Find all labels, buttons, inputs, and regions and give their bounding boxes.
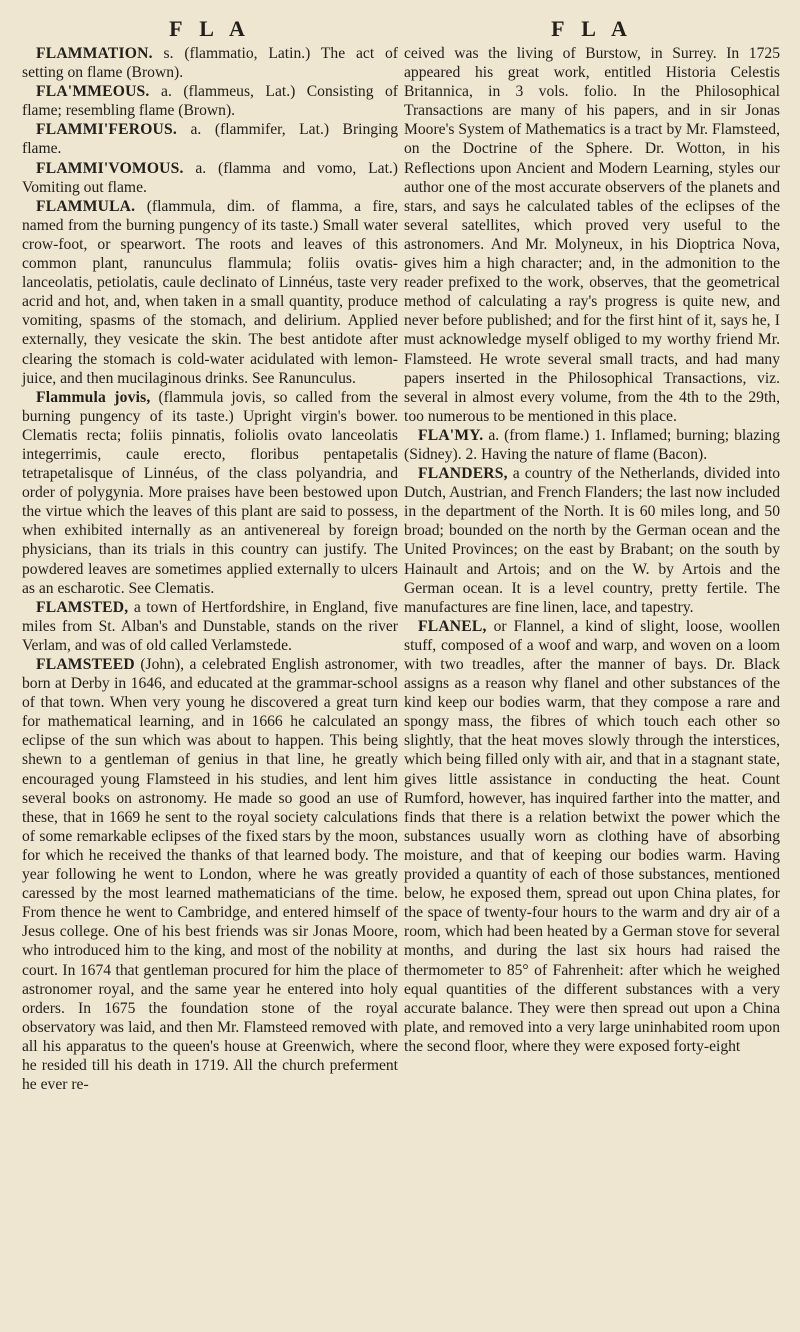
entry [22, 655, 398, 1094]
headword: FLAMMI'VOMOUS. [36, 159, 184, 177]
definition: a. (flamma and vomo, Lat.) Vomiting out flame. [22, 159, 398, 196]
headword: FLA'MY. [418, 426, 484, 444]
definition: (flammula, dim. of flamma, a fire, named from the burning pungency of its taste.) Small water crow-foot, or spearwort. The roots and leaves of this common plant, ranunculus flammula; foliis ovatis-lanceolatis, petiolatis, caule declinato of Linnéus, taste very acrid and hot, and, when taken in a small quantity, produce vomiting, spasms of the stomach, and delirium. Applied externally, they vesicate the skin. The best antidote after clearing the stomach is cold-water acidulated with lemon-juice, and then mucilaginous drinks. See Ranunculus. [22, 197, 398, 387]
right-column [404, 0, 780, 1056]
entry [22, 388, 398, 598]
running-head-left: F L A [169, 16, 251, 41]
headword: FLAMMI'FEROUS. [36, 121, 177, 139]
definition: or Flannel, a kind of slight, loose, woollen stuff, composed of a woof and warp, and woven on a loom with two treadles, after the manner of bays. Dr. Black assigns as a reason why flanel and other substances of the kind keep our bodies warm, that they compose a rare and spongy mass, the fibres of which touch each other so slightly, that the heat moves slowly through the interstices, which being filled only with air, and that in a stagnant state, gives little assistance in conducting the heat. Count Rumford, however, has inquired farther into the matter, and finds that there is a relation betwixt the power which the substances usually worn as clothing have of absorbing moisture, and that of keeping our bodies warm. Having provided a quantity of each of those substances, mentioned below, he exposed them, spread out upon China plates, for the space of twenty-four hours to the warm and dry air of a room, which had been heated by a German stove for several months, and during the last six hours had raised the thermometer to 85° of Fahrenheit: after which he weighed equal quantities of the different substances with a very accurate balance. They were then spread out upon a China plate, and removed into a very large uninhabited room upon the second floor, where they were exposed forty-eight [404, 617, 780, 1055]
entry [22, 159, 398, 197]
definition: ceived was the living of Burstow, in Surrey. In 1725 appeared his great work, entitled Historia Celestis Britannica, in 3 vols. folio. In the Philosophical Transactions are many of his papers, and in sir Jonas Moore's System of Mathematics is a tract by Mr. Flamsteed, on the Doctrine of the Sphere. Dr. Wotton, in his Reflections upon Ancient and Modern Learning, styles our author one of the most accurate observers of the planets and stars, and says he calculated tables of the eclipses of the several satellites, which proved very useful to the astronomers. And Mr. Molyneux, in his Dioptrica Nova, gives him a high character; and, in the admonition to the reader prefixed to the work, observes, that the geometrical method of calculating a ray's progress is quite new, and never before published; and for the first hint of it, says he, I must acknowledge myself obliged to my worthy friend Mr. Flamsteed. He wrote several small tracts, and had many papers inserted in the Philosophical Transactions, viz. several in almost every volume, from the 4th to the 29th, too numerous to be mentioned in this place. [404, 45, 780, 425]
entry [22, 44, 398, 82]
headword: FLA'MMEOUS. [36, 83, 150, 101]
entry [22, 120, 398, 158]
definition: a. (flammifer, Lat.) Bringing flame. [22, 121, 398, 158]
definition: a. (from flame.) 1. Inflamed; burning; blazing (Sidney). 2. Having the nature of flame (Bacon). [404, 426, 780, 463]
definition: (John), a celebrated English astronomer, born at Derby in 1646, and educated at the grammar-school of that town. When very young he discovered a great turn for mathematical learning, and in 1666 he calculated an eclipse of the sun which was about to happen. This being shewn to a gentleman of genius in that line, he greatly encouraged young Flamsteed in his studies, and lent him several books on astronomy. He made so good an use of these, that in 1669 he sent to the royal society calculations of some remarkable eclipses of the fixed stars by the moon, for which he received the thanks of that learned body. The year following he went to London, where he was greatly caressed by the most learned mathematicians of the time. From thence he went to Cambridge, and entered himself of Jesus college. One of his best friends was sir Jonas Moore, who introduced him to the king, and most of the nobility at court. In 1674 that gentleman procured for him the place of astronomer royal, and the same year he entered into holy orders. In 1675 the foundation stone of the royal observatory was laid, and then Mr. Flamsteed removed with all his apparatus to the queen's house at Greenwich, where he resided till his death in 1719. All the church preferment he ever re- [22, 656, 398, 1094]
entry [22, 197, 398, 388]
definition: (flammula jovis, so called from the burning pungency of its taste.) Upright virgin's bower. Clematis recta; foliis pinnatis, foliolis ovato lanceolatis integerrimis, caule erecto, floribus pentapetalis tetrapetalisque of Linnéus, of the class polyandria, and order of polygynia. More praises have been bestowed upon the virtue which the leaves of this plant are said to possess, when exhibited internally as an antivenereal by foreign physicians, than its trials in this country can justify. The powdered leaves are sometimes applied externally to ulcers as an escharotic. See Clematis. [22, 388, 398, 597]
headword: FLAMSTED, [36, 598, 129, 616]
entry [404, 617, 780, 1056]
entry [22, 598, 398, 655]
left-column-text [22, 44, 398, 1094]
headword: Flammula jovis, [36, 388, 151, 406]
entry [404, 426, 780, 464]
definition: a country of the Netherlands, divided into Dutch, Austrian, and French Flanders; the last now included in the department of the North. It is 60 miles long, and 50 broad; bounded on the north by the German ocean and the United Provinces; on the east by Brabant; on the south by Hainault and Artois; and on the W. by Artois and the German ocean. It is a level country, pretty fertile. The manufactures are fine linen, lace, and tapestry. [404, 465, 780, 616]
definition: s. (flammatio, Latin.) The act of setting on flame (Brown). [22, 45, 398, 82]
headword: FLAMMULA. [36, 197, 136, 215]
running-head-right: F L A [551, 16, 633, 41]
headword: FLANDERS, [418, 465, 508, 483]
headword: FLANEL, [418, 617, 487, 635]
headword: FLAMMATION. [36, 45, 153, 62]
definition: a. (flammeus, Lat.) Consisting of flame; resembling flame (Brown). [22, 83, 398, 120]
left-column [22, 0, 398, 1094]
entry-continued [404, 44, 780, 426]
entry [404, 464, 780, 617]
definition: a town of Hertfordshire, in England, five miles from St. Alban's and Dunstable, stands on the river Verlam, and was of old called Verlamstede. [22, 598, 398, 654]
right-column-text [404, 44, 780, 1056]
headword: FLAMSTEED [36, 656, 135, 673]
entry [22, 82, 398, 120]
